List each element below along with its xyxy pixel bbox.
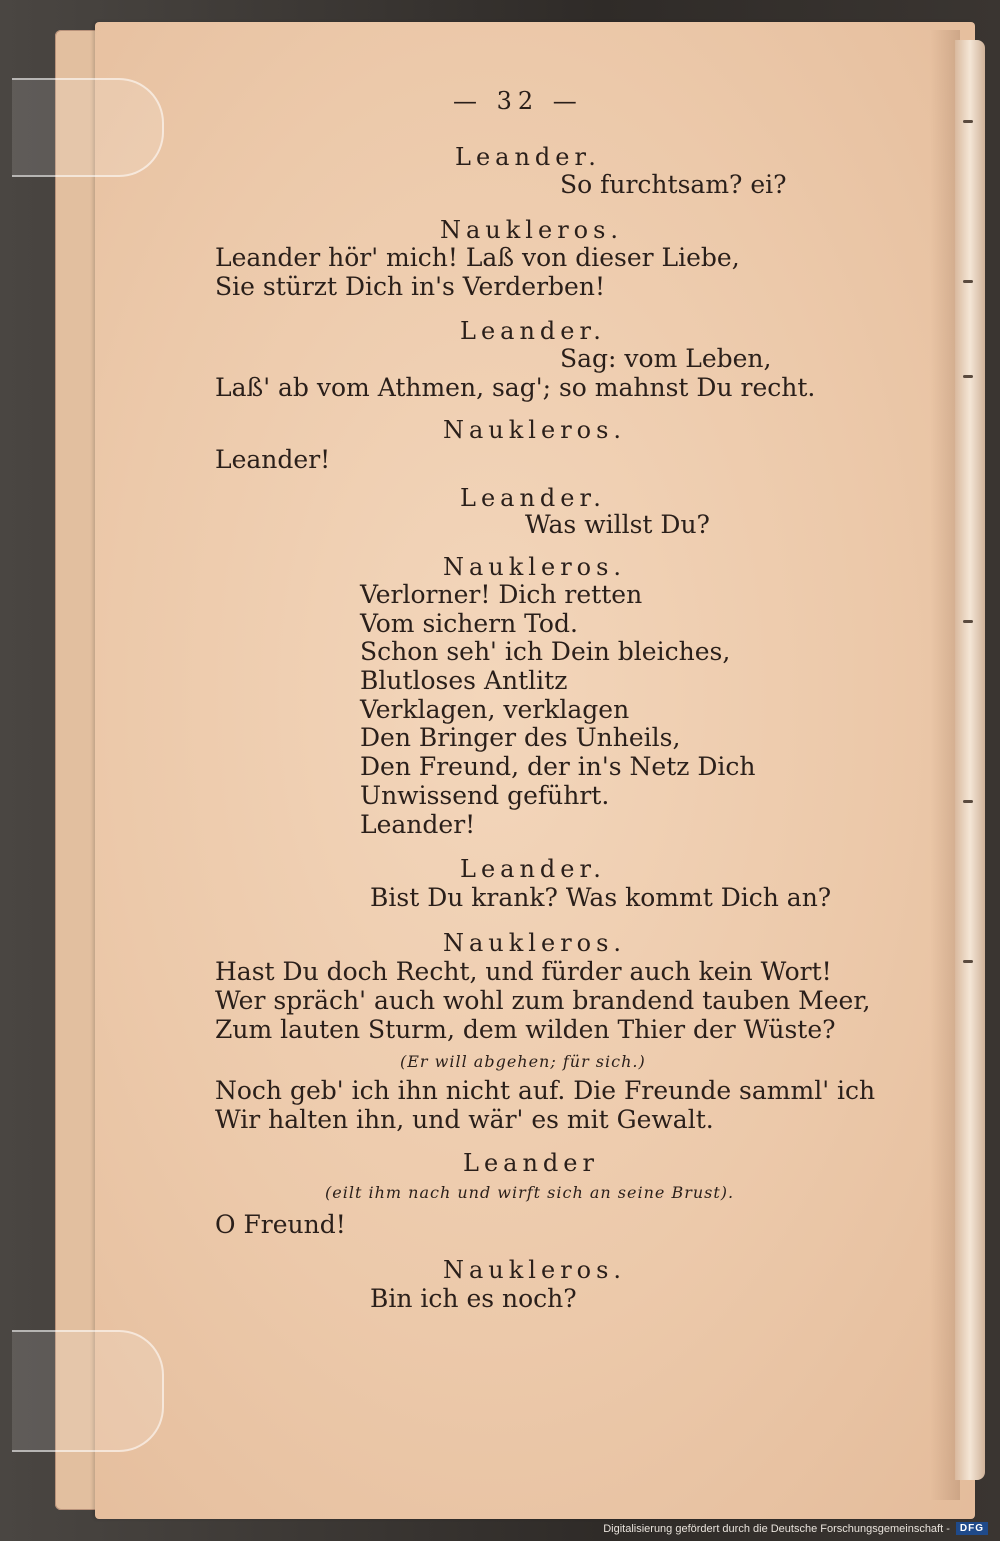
verse-line: Den Bringer des Unheils, [360, 723, 681, 752]
stage-direction: (eilt ihm nach und wirft sich an seine Brust). [325, 1183, 735, 1202]
stage-direction: (Er will abgehen; für sich.) [400, 1052, 646, 1071]
credit-text: Digitalisierung gefördert durch die Deutsche Forschungsgemeinschaft - [603, 1522, 950, 1535]
speaker-heading: Leander. [460, 317, 606, 345]
verse-line: Wir halten ihn, und wär' es mit Gewalt. [215, 1105, 714, 1134]
speaker-heading: Naukleros. [443, 929, 627, 957]
verse-line: So furchtsam? ei? [560, 170, 787, 199]
verse-line: Laß' ab vom Athmen, sag'; so mahnst Du recht. [215, 373, 816, 402]
digitization-credit [603, 1522, 988, 1535]
speaker-heading: Naukleros. [443, 1256, 627, 1284]
verse-line: Hast Du doch Recht, und fürder auch kein Wort! [215, 957, 832, 986]
verse-line: Den Freund, der in's Netz Dich [360, 752, 756, 781]
verse-line: Sag: vom Leben, [560, 344, 772, 373]
page-number: — 32 — [453, 87, 583, 115]
verse-line: Vom sichern Tod. [360, 609, 578, 638]
speaker-heading: Leander. [460, 855, 606, 883]
verse-line: Leander hör' mich! Laß von dieser Liebe, [215, 243, 740, 272]
speaker-heading: Naukleros. [440, 216, 624, 244]
verse-line: Noch geb' ich ihn nicht auf. Die Freunde samml' ich [215, 1076, 876, 1105]
verse-line: Unwissend geführt. [360, 781, 610, 810]
verse-line: Sie stürzt Dich in's Verderben! [215, 272, 605, 301]
glass-clip-top [12, 78, 164, 177]
verse-line: Was willst Du? [525, 510, 710, 539]
speaker-heading: Leander [463, 1149, 599, 1177]
verse-line: Bist Du krank? Was kommt Dich an? [370, 883, 832, 912]
verse-line: Leander! [360, 810, 476, 839]
verse-line: O Freund! [215, 1210, 346, 1239]
verse-line: Verlorner! Dich retten [360, 580, 643, 609]
verse-line: Verklagen, verklagen [360, 695, 630, 724]
speaker-heading: Leander. [455, 143, 601, 171]
speaker-heading: Leander. [460, 484, 606, 512]
verse-line: Leander! [215, 445, 331, 474]
verse-line: Bin ich es noch? [370, 1284, 577, 1313]
glass-clip-bottom [12, 1330, 164, 1452]
speaker-heading: Naukleros. [443, 553, 627, 581]
spine-marks [963, 100, 975, 1400]
verse-line: Schon seh' ich Dein bleiches, [360, 637, 731, 666]
verse-line: Wer spräch' auch wohl zum brandend tauben Meer, [215, 986, 871, 1015]
dfg-logo: DFG [956, 1522, 988, 1535]
speaker-heading: Naukleros. [443, 416, 627, 444]
verse-line: Zum lauten Sturm, dem wilden Thier der Wüste? [215, 1015, 836, 1044]
verse-line: Blutloses Antlitz [360, 666, 568, 695]
